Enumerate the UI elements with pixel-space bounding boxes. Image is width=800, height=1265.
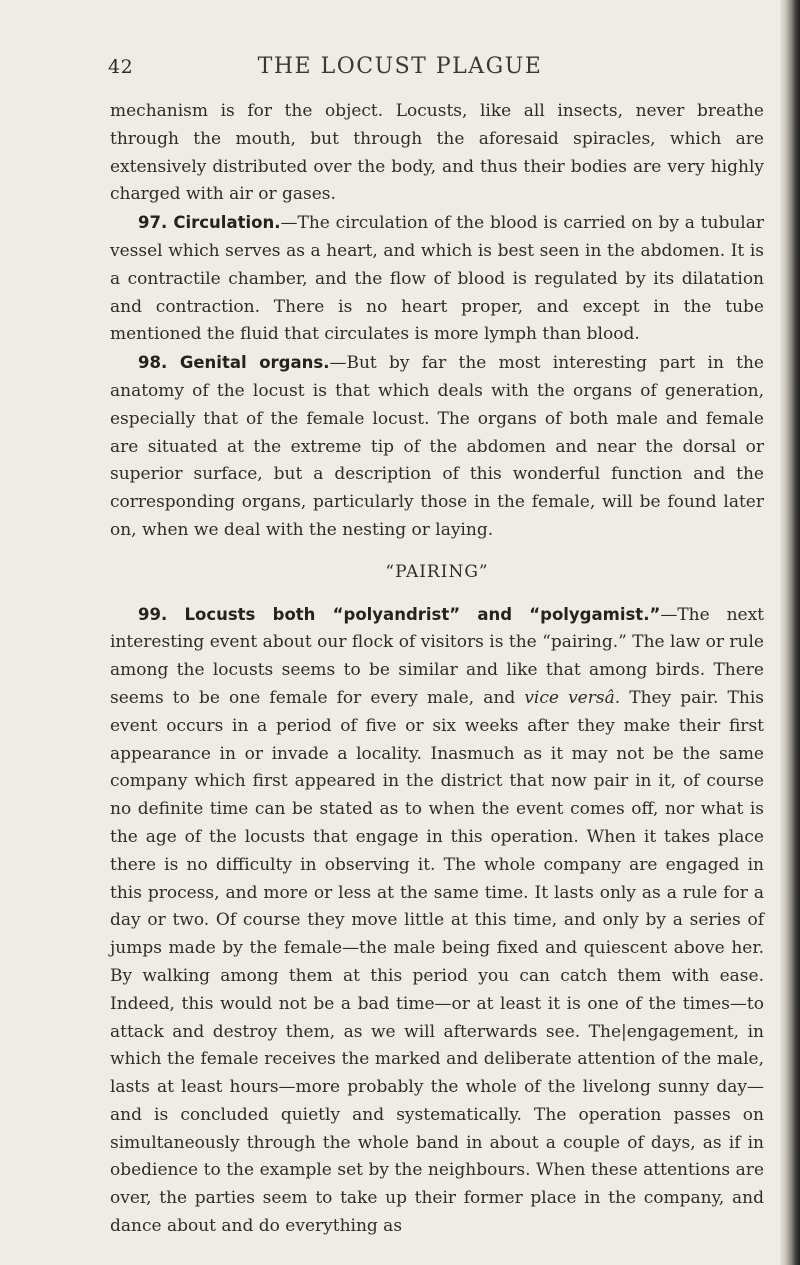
page-number: 42 <box>108 56 134 78</box>
heading-pairing: “PAIRING” <box>385 561 489 582</box>
paragraph-polyandrist <box>110 601 764 1241</box>
paragraph-circulation <box>110 209 764 349</box>
paragraph-genital-organs <box>110 349 764 545</box>
body-text <box>110 98 764 1241</box>
text-vice-versa: vice versâ. <box>524 687 621 708</box>
running-title: THE LOCUST PLAGUE <box>257 54 543 79</box>
heading-circulation: 97. Circulation. <box>138 213 281 233</box>
page-edge-shadow <box>780 0 800 1265</box>
text-circulation: —The circulation of the blood is carried on by a tubular vessel which serves as a heart, and which is best seen in the abdomen. It is a contractile chamber, and the flow of blood is regulated by its dilatation and contraction. There is no heart proper, and except in the tube mentioned the fluid that circulates is more lymph than blood. <box>110 213 764 345</box>
text-polyandrist-1: —The next interesting event about our flock of visitors is the “pairing.” The law or rule among the locusts seems to be similar and like that among birds. There seems to be one female for every male, and <box>110 604 764 708</box>
heading-genital-organs: 98. Genital organs. <box>138 353 330 373</box>
heading-polyandrist: 99. Locusts both “polyandrist” and “polygamist.” <box>138 604 661 624</box>
text-genital-organs: —But by far the most interesting part in the anatomy of the locust is that which deals with the organs of generation, especially that of the female locust. The organs of both male and female are situated at the extreme tip of the abdomen and near the dorsal or superior surface, but a description of this wonderful function and the corresponding organs, particularly those in the female, will be found later on, when we deal with the nesting or laying. <box>110 353 764 540</box>
intro-paragraph <box>110 98 764 209</box>
intro-text: mechanism is for the object. Locusts, like all insects, never breathe through the mouth, but through the aforesaid spiracles, which are extensively distributed over the body, and thus their bodies are very highly charged with air or gases. <box>110 101 764 205</box>
text-polyandrist-2: They pair. This event occurs in a period of five or six weeks after they make their first appearance in or invade a locality. Inasmuch as it may not be the same company which first appeared in the district that now pair in it, of course no definite time can be stated as to when the event comes off, nor what is the age of the locusts that engage in this operation. When it takes place there is no difficulty in observing it. The whole company are engaged in this process, and more or less at the same time. It lasts only as a rule for a day or two. Of course they move little at this time, and only by a series of jumps made by the female—the male being fixed and quiescent above her. By walking among them at this period you can catch them with ease. Indeed, this would not be a bad time—or at least it is one of the times—to attack and destroy them, as we will afterwards see. The|engagement, in which the female receives the marked and deliberate attention of the male, lasts at least hours—more probably the whole of the livelong sunny day—and is concluded quietly and systematically. The operation passes on simultaneously through the whole band in about a couple of days, as if in obedience to the example set by the neighbours. When these attentions are over, the parties seem to take up their former place in the company, and dance about and do everything as <box>110 687 764 1237</box>
